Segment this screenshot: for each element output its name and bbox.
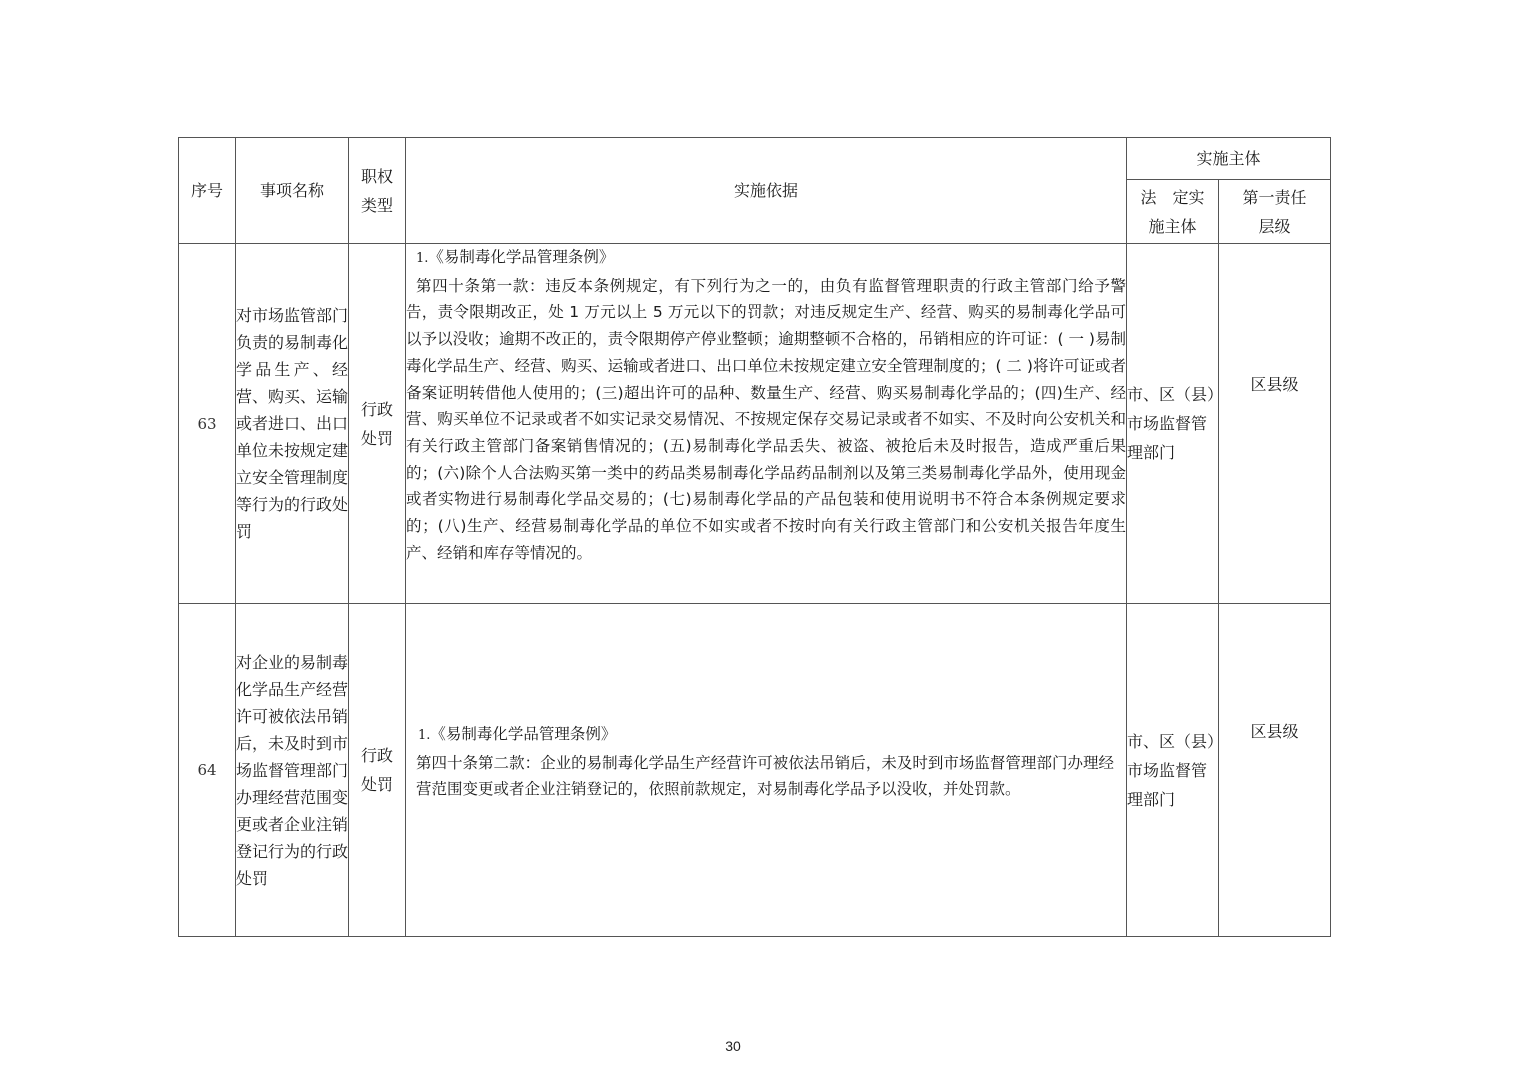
header-item-name: 事项名称 xyxy=(236,138,349,244)
header-authority-type-text: 职权类型 xyxy=(360,166,393,215)
header-authority-type xyxy=(349,138,406,244)
row-authority-type xyxy=(349,604,406,937)
row-item-name: 对市场监管部门负责的易制毒化学品生产、经营、购买、运输或者进口、出口单位未按规定建立安全管理制度等行为的行政处罚 xyxy=(236,244,349,604)
header-legal-implementer xyxy=(1127,180,1219,244)
row-item-name: 对企业的易制毒化学品生产经营许可被依法吊销后，未及时到市场监督管理部门办理经营范围变更或者企业注销登记行为的行政处罚 xyxy=(236,604,349,937)
header-responsibility-level-text: 第一责任层级 xyxy=(1242,187,1307,236)
row-authority-type xyxy=(349,244,406,604)
row-seq: 64 xyxy=(179,604,236,937)
row-seq: 63 xyxy=(179,244,236,604)
header-responsibility-level xyxy=(1219,180,1331,244)
row-legal-implementer: 市、区（县）市场监督管理部门 xyxy=(1127,244,1219,604)
row-legal-implementer: 市、区（县）市场监督管理部门 xyxy=(1127,604,1219,937)
basis-text: 第四十条第二款：企业的易制毒化学品生产经营许可被依法吊销后，未及时到市场监督管理部门办理经营范围变更或者企业注销登记的，依照前款规定，对易制毒化学品予以没收，并处罚款。 xyxy=(416,753,1114,799)
basis-title: 1.《易制毒化学品管理条例》 xyxy=(418,724,617,743)
page-number: 30 xyxy=(725,1038,741,1054)
basis-text: 第四十条第一款：违反本条例规定，有下列行为之一的，由负有监督管理职责的行政主管部门给予警告，责令限期改正，处 1 万元以上 5 万元以下的罚款；对违反规定生产、经营、购买的易制毒化学品可以予以没收；逾期不改正的，责令限期停产停业整顿；逾期整顿不合格的，吊销相应的许可证：( 一 )易制毒化学品生产、经营、购买、运输或者进口、出口单位未按规定建立安全管理制度的；( 二 )将许可证或者备案证明转借他人使用的；(三)超出许可的品种、数量生产、经营、购买易制毒化学品的；(四)生产、经营、购买单位不记录或者不如实记录交易情况、不按规定保存交易记录或者不如实、不及时向公安机关和有关行政主管部门备案销售情况的；(五)易制毒化学品丢失、被盗、被抢后未及时报告，造成严重后果的；(六)除个人合法购买第一类中的药品类易制毒化学品药品制剂以及第三类易制毒化学品外，使用现金或者实物进行易制毒化学品交易的；(七)易制毒化学品的产品包装和使用说明书不符合本条例规定要求的；(八)生产、经营易制毒化学品的单位不如实或者不按时向有关行政主管部门和公安机关报告年度生产、经销和库存等情况的。 xyxy=(406,276,1126,562)
row-authority-type-text: 行政处罚 xyxy=(360,746,393,794)
table-row xyxy=(179,604,1331,937)
table-row xyxy=(179,244,1331,604)
header-legal-implementer-text: 法 定实施主体 xyxy=(1140,187,1205,236)
row-responsibility-level xyxy=(1219,244,1331,604)
row-authority-type-text: 行政处罚 xyxy=(360,399,393,448)
row-basis xyxy=(406,244,1127,604)
row-basis xyxy=(406,604,1127,937)
header-implementer-group: 实施主体 xyxy=(1127,138,1331,180)
enforcement-items-table xyxy=(178,137,1331,937)
row-responsibility-level xyxy=(1219,604,1331,937)
basis-title: 1.《易制毒化学品管理条例》 xyxy=(416,248,615,266)
row-responsibility-level-text: 区县级 xyxy=(1250,375,1299,394)
header-basis: 实施依据 xyxy=(406,138,1127,244)
header-seq: 序号 xyxy=(179,138,236,244)
row-responsibility-level-text: 区县级 xyxy=(1250,721,1299,741)
